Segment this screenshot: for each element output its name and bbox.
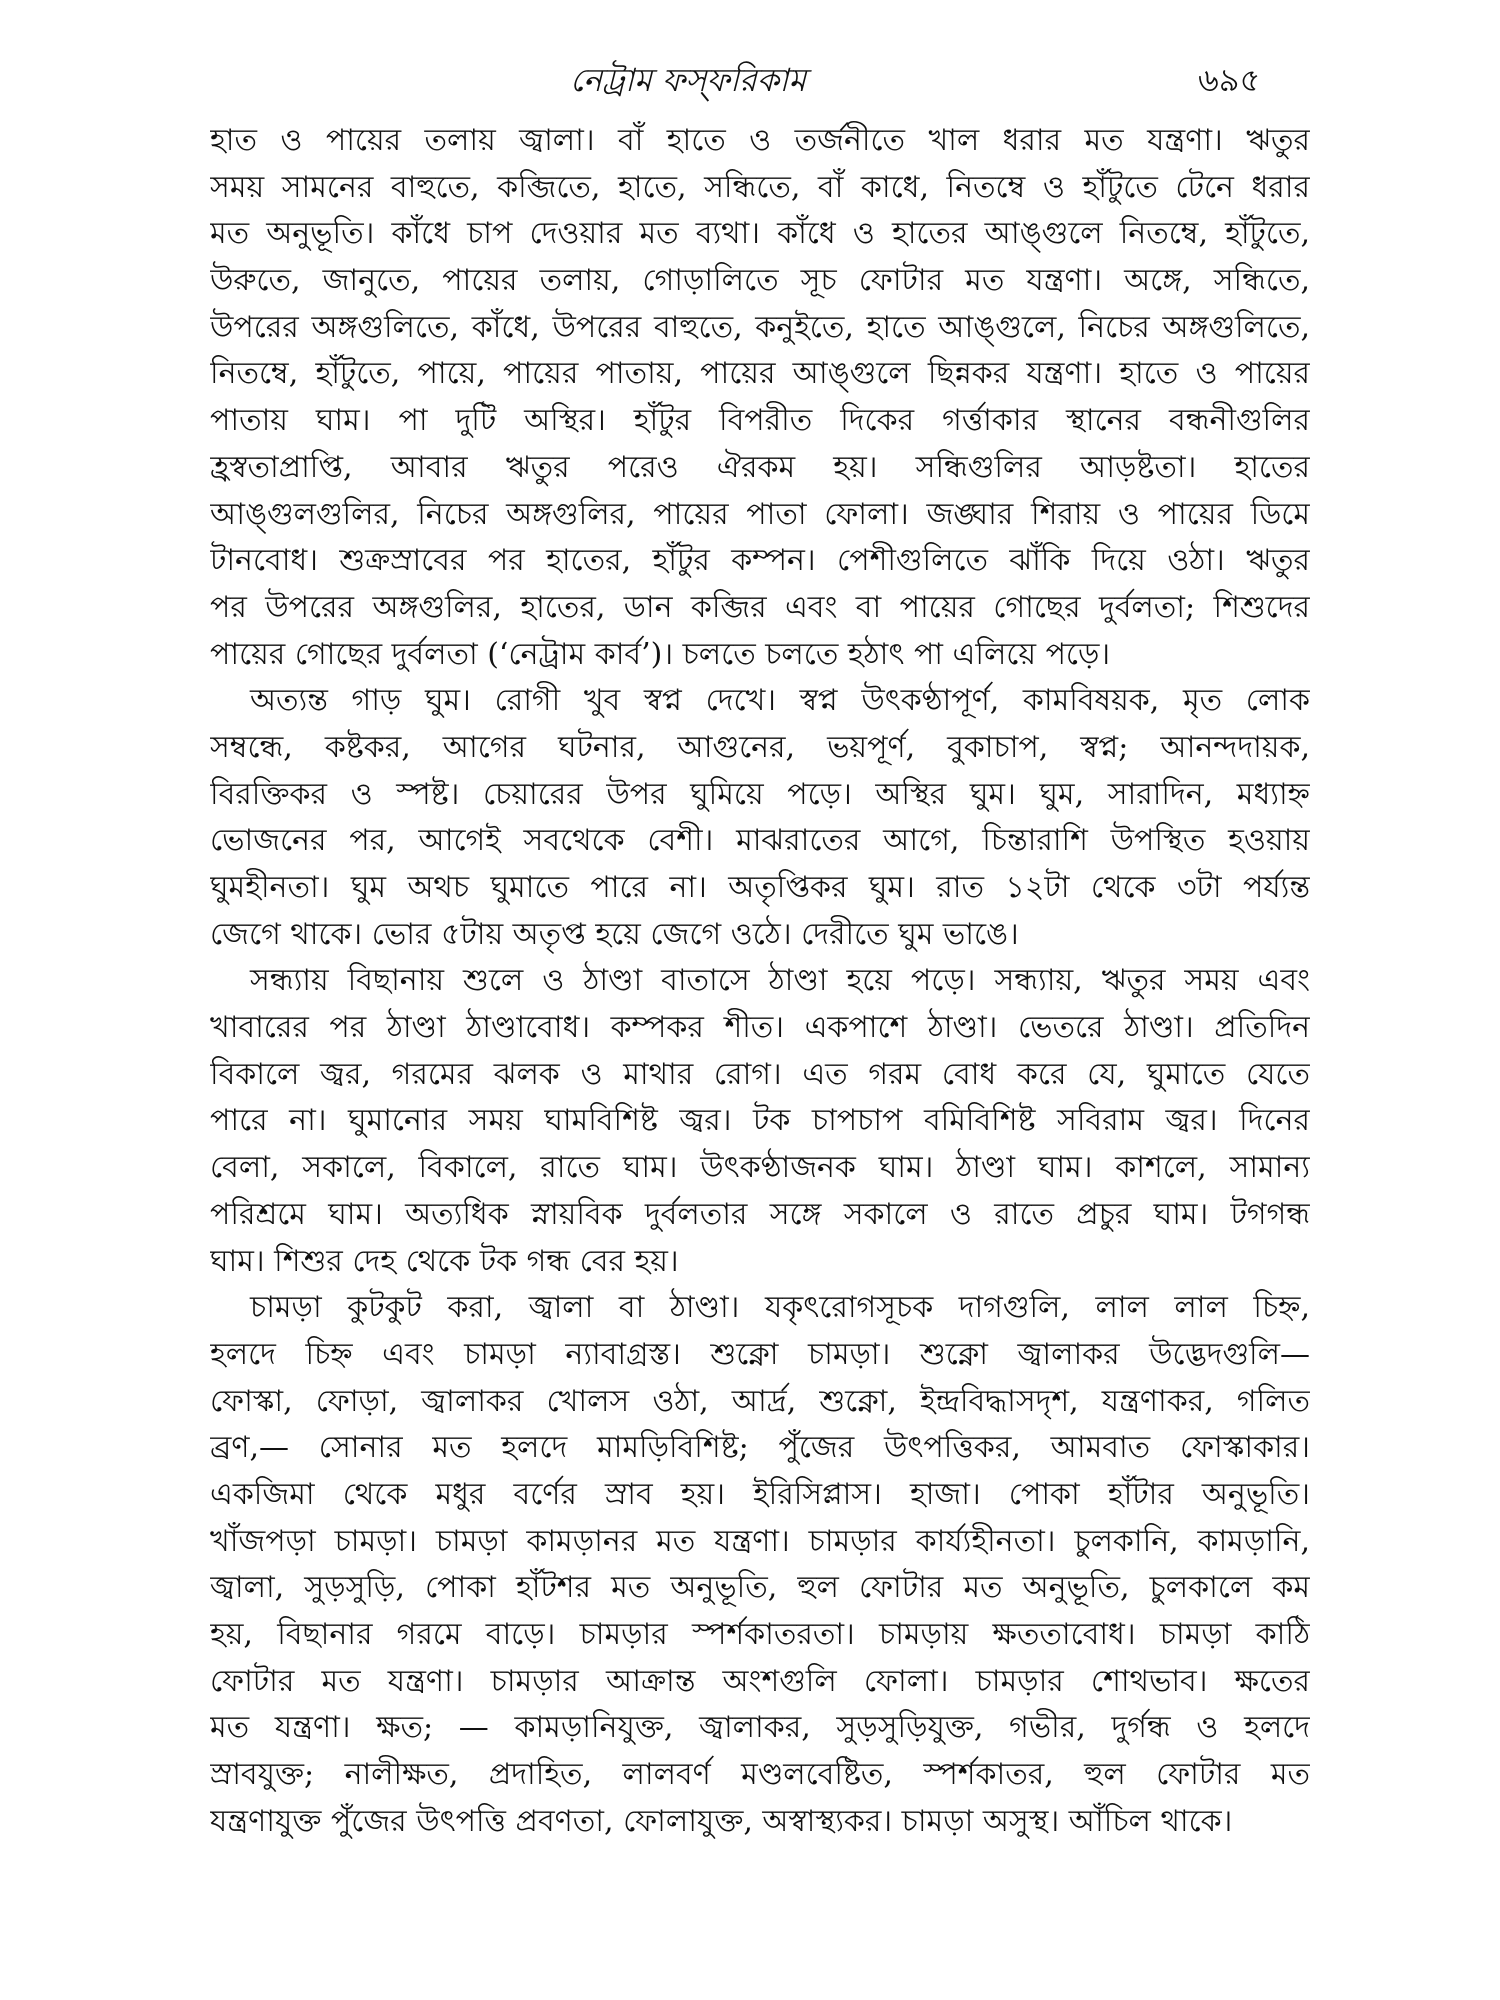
text-line: সম্বন্ধে, কষ্টকর, আগের ঘটনার, আগুনের, ভয়পূর্ণ, বুকাচাপ, স্বপ্ন; আনন্দদায়ক,	[210, 729, 1310, 765]
text-line: একজিমা থেকে মধুর বর্ণের স্রাব হয়। ইরিসিপ্লাস। হাজা। পোকা হাঁটার অনুভূতি।	[210, 1476, 1310, 1512]
text-line: পরিশ্রমে ঘাম। অত্যধিক স্নায়বিক দুর্বলতার সঙ্গে সকালে ও রাতে প্রচুর ঘাম। টগগন্ধ	[210, 1196, 1310, 1232]
text-line: ঘাম। শিশুর দেহ থেকে টক গন্ধ বের হয়।	[210, 1243, 679, 1279]
text-line: পর উপরের অঙ্গগুলির, হাতের, ডান কব্জির এবং বা পায়ের গোছের দুর্বলতা; শিশুদের	[210, 589, 1310, 625]
text-line: আঙ্গুলগুলির, নিচের অঙ্গগুলির, পায়ের পাতা ফোলা। জঙ্ঘার শিরায় ও পায়ের ডিমে	[210, 496, 1310, 532]
text-line: উপরের অঙ্গগুলিতে, কাঁধে, উপরের বাহুতে, কনুইতে, হাতে আঙ্গুলে, নিচের অঙ্গগুলিতে,	[210, 309, 1310, 345]
text-line: পাতায় ঘাম। পা দুটি অস্থির। হাঁটুর বিপরীত দিকের গর্ত্তাকার স্থানের বন্ধনীগুলির	[210, 403, 1310, 439]
paragraph	[210, 678, 1310, 958]
text-line: হয়, বিছানার গরমে বাড়ে। চামড়ার স্পর্শকাতরতা। চামড়ায় ক্ষততাবোধ। চামড়া কাঠি	[210, 1617, 1310, 1652]
text-line: খাঁজপড়া চামড়া। চামড়া কামড়ানর মত যন্ত্রণা। চামড়ার কার্য্যহীনতা। চুলকানি, কামড়ানি,	[210, 1523, 1310, 1559]
text-line: জ্বালা, সুড়সুড়ি, পোকা হাঁটশর মত অনুভূতি, হুল ফোটার মত অনুভূতি, চুলকালে কম	[210, 1570, 1310, 1606]
text-line: বেলা, সকালে, বিকালে, রাতে ঘাম। উৎকণ্ঠাজনক ঘাম। ঠাণ্ডা ঘাম। কাশলে, সামান্য	[210, 1150, 1310, 1186]
text-line: পায়ের গোছের দুর্বলতা (‘নেট্রাম কার্ব’)। চলতে চলতে হঠাৎ পা এলিয়ে পড়ে।	[210, 636, 1111, 672]
text-line: ব্রণ,— সোনার মত হলদে মামড়িবিশিষ্ট; পুঁজের উৎপত্তিকর, আমবাত ফোস্কাকার।	[210, 1430, 1310, 1466]
text-line: সময় সামনের বাহুতে, কব্জিতে, হাতে, সন্ধিতে, বাঁ কাধে, নিতম্বে ও হাঁটুতে টেনে ধরার	[210, 169, 1310, 205]
text-line: নিতম্বে, হাঁটুতে, পায়ে, পায়ের পাতায়, পায়ের আঙ্গুলে ছিন্নকর যন্ত্রণা। হাতে ও পায়ের	[210, 356, 1310, 392]
text-line: বিকালে জ্বর, গরমের ঝলক ও মাথার রোগ। এত গরম বোধ করে যে, ঘুমাতে যেতে	[210, 1056, 1310, 1092]
page-number: ৬৯৫	[1198, 61, 1261, 99]
text-line: মত যন্ত্রণা। ক্ষত; — কামড়ানিযুক্ত, জ্বালাকর, সুড়সুড়িযুক্ত, গভীর, দুর্গন্ধ ও হলদে	[210, 1710, 1310, 1746]
text-line: বিরক্তিকর ও স্পষ্ট। চেয়ারের উপর ঘুমিয়ে পড়ে। অস্থির ঘুম। ঘুম, সারাদিন, মধ্যাহ্ন	[210, 776, 1310, 812]
paragraph	[210, 958, 1310, 1285]
text-line: স্রাবযুক্ত; নালীক্ষত, প্রদাহিত, লালবর্ণ মণ্ডলবেষ্টিত, স্পর্শকাতর, হুল ফোটার মত	[210, 1757, 1310, 1793]
text-line: পারে না। ঘুমানোর সময় ঘামবিশিষ্ট জ্বর। টক চাপচাপ বমিবিশিষ্ট সবিরাম জ্বর। দিনের	[210, 1103, 1310, 1139]
text-line: ফোস্কা, ফোড়া, জ্বালাকর খোলস ওঠা, আর্দ্র, শুক্নো, ইন্দ্রবিদ্ধাসদৃশ, যন্ত্রণাকর, গলিত	[210, 1383, 1310, 1419]
text-line: হলদে চিহ্ন এবং চামড়া ন্যাবাগ্রস্ত। শুক্নো চামড়া। শুক্নো জ্বালাকর উদ্ভেদগুলি—	[210, 1336, 1310, 1372]
text-line: হাত ও পায়ের তলায় জ্বালা। বাঁ হাতে ও তর্জনীতে খাল ধরার মত যন্ত্রণা। ঋতুর	[210, 123, 1310, 158]
text-line: খাবারের পর ঠাণ্ডা ঠাণ্ডাবোধ। কম্পকর শীত। একপাশে ঠাণ্ডা। ভেতরে ঠাণ্ডা। প্রতিদিন	[210, 1010, 1310, 1046]
text-line: হ্রস্বতাপ্রাপ্তি, আবার ঋতুর পরেও ঐরকম হয়। সন্ধিগুলির আড়ষ্টতা। হাতের	[210, 449, 1310, 485]
body-text	[210, 118, 1310, 1845]
text-line: অত্যন্ত গাড় ঘুম। রোগী খুব স্বপ্ন দেখে। স্বপ্ন উৎকণ্ঠাপূর্ণ, কামবিষয়ক, মৃত লোক	[250, 683, 1310, 719]
text-line: মত অনুভূতি। কাঁধে চাপ দেওয়ার মত ব্যথা। কাঁধে ও হাতের আঙ্গুলে নিতম্বে, হাঁটুতে,	[210, 216, 1310, 252]
text-line: জেগে থাকে। ভোর ৫টায় অতৃপ্ত হয়ে জেগে ওঠে। দেরীতে ঘুম ভাঙে।	[210, 916, 1019, 952]
paragraph	[210, 1285, 1310, 1845]
text-line: ফোটার মত যন্ত্রণা। চামড়ার আক্রান্ত অংশগুলি ফোলা। চামড়ার শোথভাব। ক্ষতের	[210, 1663, 1310, 1699]
text-line: টানবোধ। শুক্রস্রাবের পর হাতের, হাঁটুর কম্পন। পেশীগুলিতে ঝাঁকি দিয়ে ওঠা। ঋতুর	[210, 543, 1310, 579]
text-line: চামড়া কুটকুট করা, জ্বালা বা ঠাণ্ডা। যকৃৎরোগসূচক দাগগুলি, লাল লাল চিহ্ন,	[250, 1290, 1310, 1326]
text-line: উরুতে, জানুতে, পায়ের তলায়, গোড়ালিতে সূচ ফোটার মত যন্ত্রণা। অঙ্গে, সন্ধিতে,	[210, 263, 1310, 299]
text-line: সন্ধ্যায় বিছানায় শুলে ও ঠাণ্ডা বাতাসে ঠাণ্ডা হয়ে পড়ে। সন্ধ্যায়, ঋতুর সময় এবং	[250, 963, 1310, 999]
paragraph	[210, 118, 1310, 678]
running-title: নেট্রাম ফস্‌ফরিকাম	[570, 61, 807, 99]
text-line: যন্ত্রণাযুক্ত পুঁজের উৎপত্তি প্রবণতা, ফোলাযুক্ত, অস্বাস্থ্যকর। চামড়া অসুস্থ। আঁচিল থাকে।	[210, 1803, 1233, 1839]
page-header	[0, 55, 1500, 105]
text-line: ভোজনের পর, আগেই সবথেকে বেশী। মাঝরাতের আগে, চিন্তারাশি উপস্থিত হওয়ায়	[210, 823, 1310, 859]
text-line: ঘুমহীনতা। ঘুম অথচ ঘুমাতে পারে না। অতৃপ্তিকর ঘুম। রাত ১২টা থেকে ৩টা পর্য্যন্ত	[210, 870, 1310, 905]
